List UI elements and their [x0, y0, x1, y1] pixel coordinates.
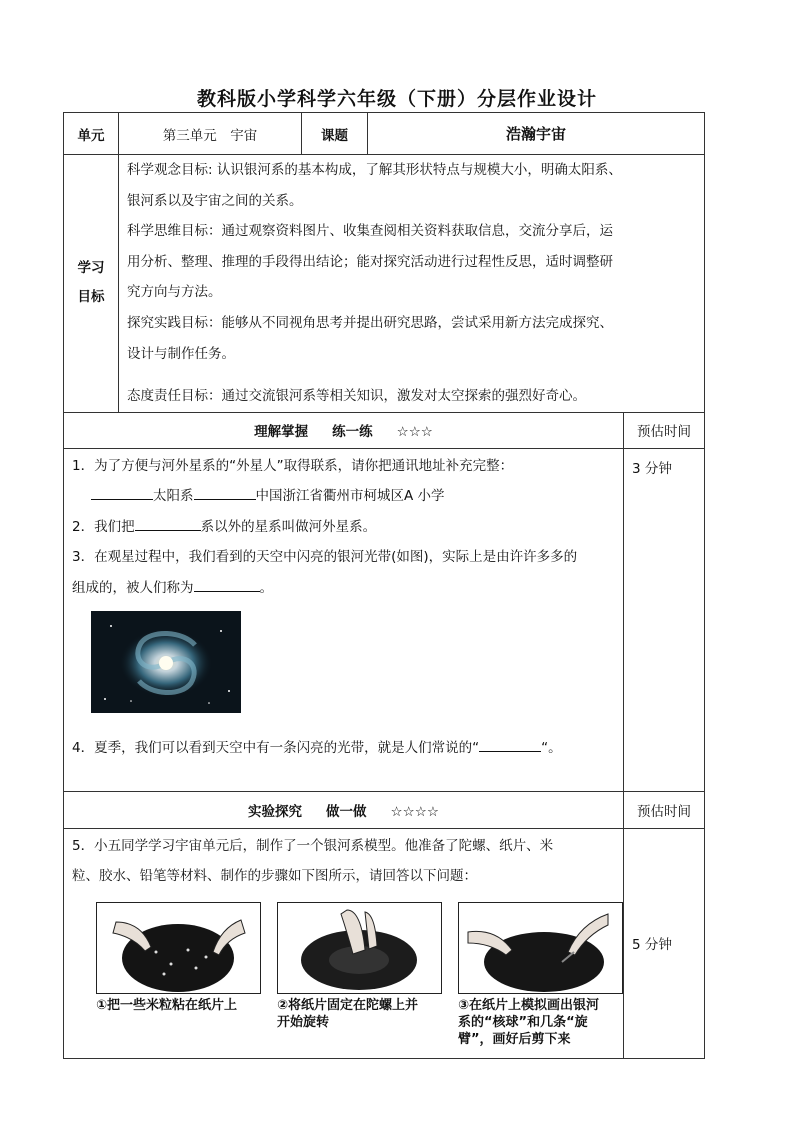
section2-heading: 实验探究 做一做 ☆☆☆☆ [64, 791, 624, 828]
question-1-address: 太阳系 中国浙江省衢州市柯城区A 小学 [64, 481, 623, 512]
topic-value: 浩瀚宇宙 [368, 113, 705, 155]
question-2: 2．我们把 系以外的星系叫做河外星系。 [72, 518, 377, 535]
procedure-step [96, 902, 261, 1048]
question-3: 3．在观星过程中，我们看到的天空中闪亮的银河光带(如图)，实际上是由许许多多的 [72, 549, 578, 566]
topic-label: 课题 [302, 113, 368, 155]
objective-line: 探究实践目标：能够从不同视角思考并提出研究思路，尝试采用新方法完成探究、 [127, 314, 613, 331]
procedure-step [277, 902, 442, 1048]
objective-line: 银河系以及宇宙之间的关系。 [127, 192, 303, 209]
answer-blank [194, 486, 256, 500]
section2-content-row [64, 828, 705, 1058]
objective-line: 科学观念目标: 认识银河系的基本构成，了解其形状特点与规模大小，明确太阳系、 [127, 162, 622, 178]
objectives-row [64, 155, 705, 413]
objectives-text [119, 155, 705, 413]
section2-questions [64, 828, 624, 1058]
section2-header-row [64, 791, 705, 828]
section1-time-header: 预估时间 [624, 412, 705, 448]
step-caption: ①把一些米粒粘在纸片上 [96, 997, 238, 1013]
step-2-image [277, 902, 442, 994]
answer-blank [91, 486, 153, 500]
question-4: 4．夏季，我们可以看到天空中有一条闪亮的光带，就是人们常说的“ “。 [72, 740, 562, 757]
section1-time: 3 分钟 [624, 448, 705, 791]
document-title: 教科版小学科学六年级（下册）分层作业设计 [196, 88, 597, 110]
assignment-table [63, 112, 705, 1059]
step-caption: ③在纸片上模拟画出银河 系的“核球”和几条“旋 臂”，画好后剪下来 [458, 997, 600, 1047]
objective-line: 究方向与方法。 [127, 284, 222, 301]
step-3-image [458, 902, 623, 994]
question-1: 1．为了方便与河外星系的“外星人”取得联系，请你把通讯地址补充完整： [72, 457, 514, 474]
objectives-label: 学习 目标 [64, 155, 119, 413]
objective-line: 态度责任目标：通过交流银河系等相关知识，激发对太空探索的强烈好奇心。 [127, 388, 586, 405]
galaxy-image [91, 611, 241, 713]
answer-blank [135, 517, 201, 531]
procedure-step [458, 902, 623, 1048]
step-caption: ②将纸片固定在陀螺上并 开始旋转 [277, 997, 419, 1030]
section2-time-header: 预估时间 [624, 791, 705, 828]
question-3-cont: 组成的，被人们称为 。 [72, 579, 273, 596]
question-5: 5．小五同学学习宇宙单元后，制作了一个银河系模型。他准备了陀螺、纸片、米 [72, 837, 554, 854]
difficulty-stars: ☆☆☆☆ [390, 803, 439, 820]
objective-line [119, 369, 704, 381]
answer-blank [479, 738, 541, 752]
header-row [64, 113, 705, 155]
objective-line: 科学思维目标：通过观察资料图片、收集查阅相关资料获取信息，交流分享后，运 [127, 223, 613, 240]
objective-line: 用分析、整理、推理的手段得出结论；能对探究活动进行过程性反思，适时调整研 [127, 253, 613, 270]
question-5-cont: 粒、胶水、铅笔等材料、制作的步骤如下图所示，请回答以下问题： [72, 868, 477, 885]
section1-header-row [64, 412, 705, 448]
section1-content-row [64, 448, 705, 791]
step-1-image [96, 902, 261, 994]
objective-line: 设计与制作任务。 [127, 345, 235, 362]
section2-time: 5 分钟 [624, 828, 705, 1058]
unit-value: 第三单元 宇宙 [119, 113, 302, 155]
section1-questions [64, 448, 624, 791]
procedure-steps [96, 902, 623, 1048]
section1-heading: 理解掌握 练一练 ☆☆☆ [64, 412, 624, 448]
answer-blank [194, 578, 260, 592]
difficulty-stars: ☆☆☆ [396, 424, 433, 441]
unit-label: 单元 [64, 113, 119, 155]
